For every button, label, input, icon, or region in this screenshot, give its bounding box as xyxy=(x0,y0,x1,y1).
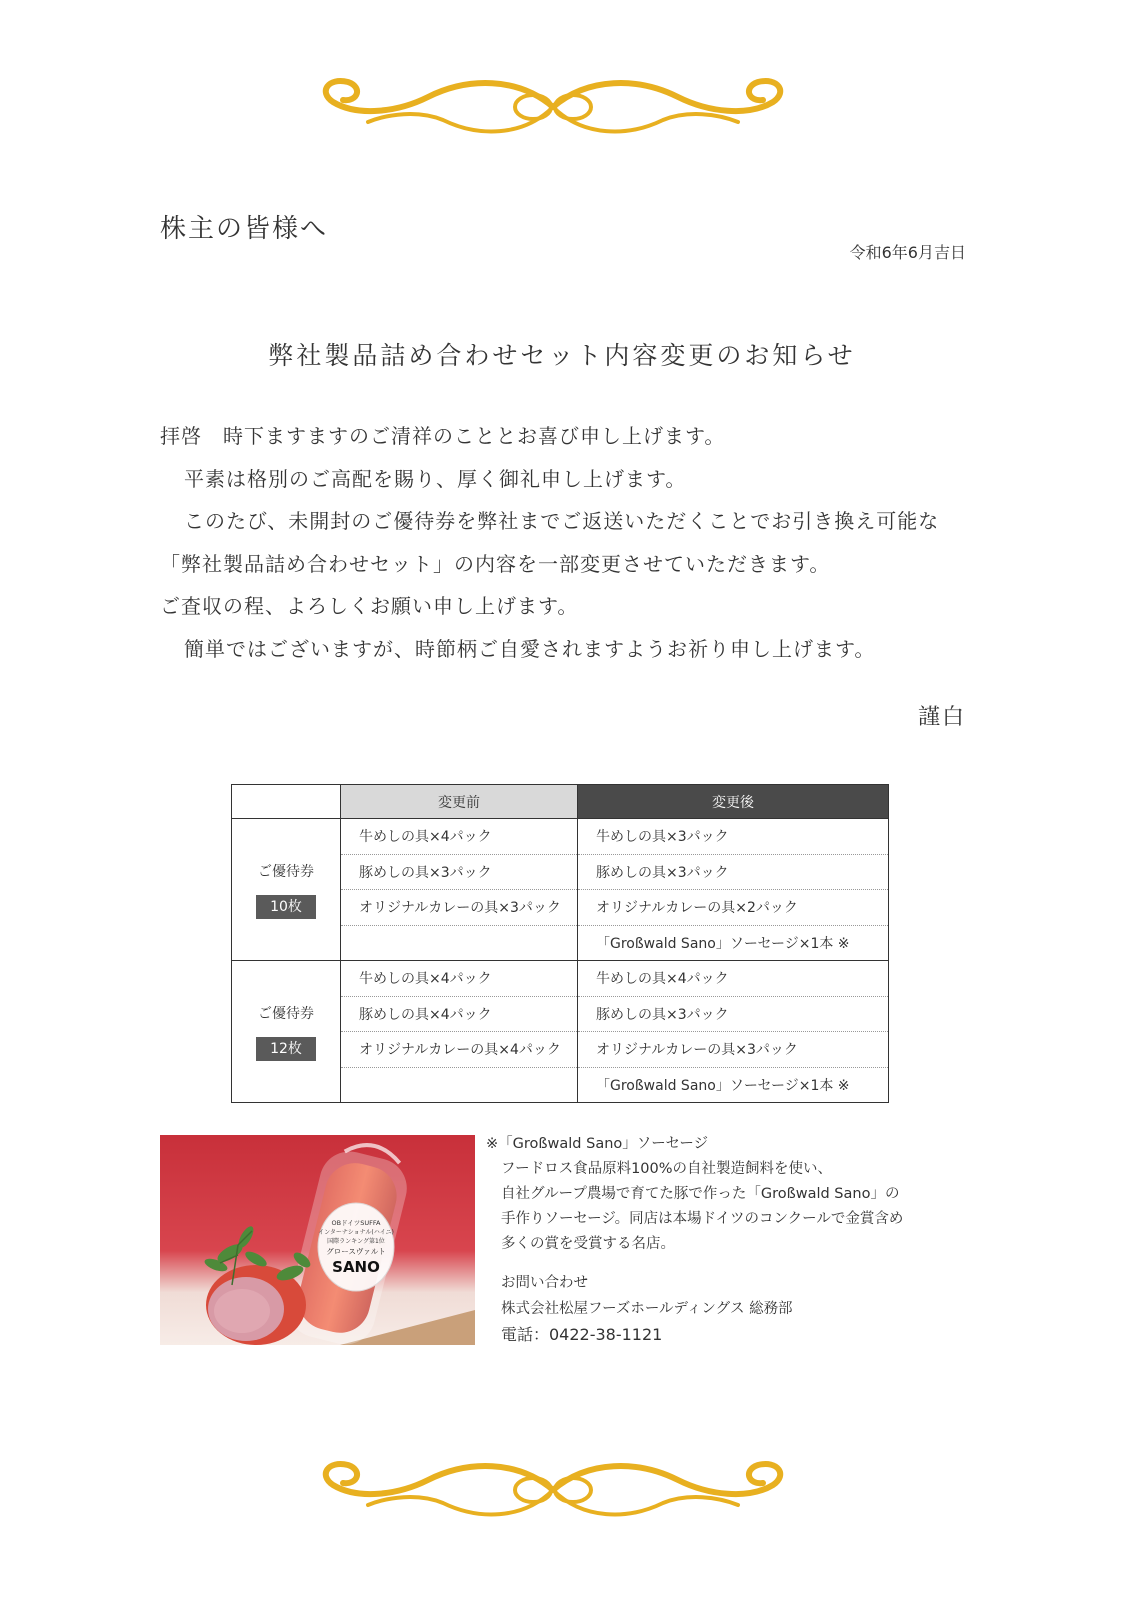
closing-word: 謹白 xyxy=(917,705,966,730)
set-contents-comparison-table xyxy=(231,784,889,1103)
body-line: 「弊社製品詰め合わせセット」の内容を一部変更させていただきます。 xyxy=(160,551,831,576)
contact-phone: 電話：0422-38-1121 xyxy=(501,1325,663,1344)
voucher-group-12 xyxy=(232,961,341,1103)
gold-flourish-ornament-bottom xyxy=(318,1455,788,1525)
after-item: 牛めしの具×4パック xyxy=(578,961,889,997)
note-line: 自社グループ農場で育てた豚で作った「Großwald Sano」の xyxy=(501,1186,900,1202)
before-item: 豚めしの具×4パック xyxy=(341,996,578,1032)
sausage-product-photo xyxy=(160,1135,475,1345)
table-row xyxy=(232,819,889,855)
after-item: 牛めしの具×3パック xyxy=(578,819,889,855)
after-item: 豚めしの具×3パック xyxy=(578,996,889,1032)
sausage-note xyxy=(486,1132,903,1257)
note-line: 手作りソーセージ。同店は本場ドイツのコンクールで金賞含め xyxy=(501,1211,904,1227)
header-after: 変更後 xyxy=(578,785,889,819)
voucher-label: ご優待券 xyxy=(258,863,314,880)
letter-body xyxy=(160,415,990,670)
header-before: 変更前 xyxy=(341,785,578,819)
notice-title: 弊社製品詰め合わせセット内容変更のお知らせ xyxy=(268,341,856,370)
body-line: ご査収の程、よろしくお願い申し上げます。 xyxy=(160,594,579,618)
note-line: フードロス食品原料100%の自社製造飼料を使い、 xyxy=(501,1161,833,1177)
before-item xyxy=(341,925,578,961)
after-item: 「Großwald Sano」ソーセージ×1本 ※ xyxy=(596,1077,850,1094)
label-line: インターナショナル(ハイニ) xyxy=(318,1229,394,1236)
label-line: OBドイツSUFFA xyxy=(331,1219,381,1227)
gold-flourish-ornament-top xyxy=(318,72,788,142)
label-line: グロースヴァルト xyxy=(326,1247,386,1256)
table-header-row xyxy=(232,785,889,819)
after-item: オリジナルカレーの具×3パック xyxy=(578,1032,889,1068)
before-item xyxy=(341,1067,578,1103)
note-heading: ※「Großwald Sano」ソーセージ xyxy=(486,1136,709,1152)
voucher-count-badge: 10枚 xyxy=(256,895,316,919)
after-item: 「Großwald Sano」ソーセージ×1本 ※ xyxy=(596,935,850,952)
table-row xyxy=(232,961,889,997)
issue-date: 令和6年6月吉日 xyxy=(849,243,966,262)
body-line: 平素は格別のご高配を賜り、厚く御礼申し上げます。 xyxy=(184,466,687,491)
voucher-label: ご優待券 xyxy=(258,1005,314,1022)
before-item: オリジナルカレーの具×3パック xyxy=(341,890,578,926)
table-corner-cell xyxy=(232,785,341,819)
label-line: 国際ランキング第1位 xyxy=(327,1238,385,1245)
before-item: 牛めしの具×4パック xyxy=(341,961,578,997)
before-item: オリジナルカレーの具×4パック xyxy=(341,1032,578,1068)
label-line: SANO xyxy=(332,1258,380,1276)
voucher-count-badge: 12枚 xyxy=(256,1037,316,1061)
contact-label: お問い合わせ xyxy=(501,1275,588,1291)
body-line: 拝啓 時下ますますのご清祥のこととお喜び申し上げます。 xyxy=(160,424,726,448)
contact-info xyxy=(501,1270,793,1348)
after-item: 豚めしの具×3パック xyxy=(578,854,889,890)
voucher-group-10 xyxy=(232,819,341,961)
after-item: オリジナルカレーの具×2パック xyxy=(578,890,889,926)
before-item: 牛めしの具×4パック xyxy=(341,819,578,855)
body-line: 簡単ではございますが、時節柄ご自愛されますようお祈り申し上げます。 xyxy=(184,636,876,661)
note-line: 多くの賞を受賞する名店。 xyxy=(501,1236,675,1252)
before-item: 豚めしの具×3パック xyxy=(341,854,578,890)
salutation: 株主の皆様へ xyxy=(160,214,329,244)
body-line: このたび、未開封のご優待券を弊社までご返送いただくことでお引き換え可能な xyxy=(184,509,940,533)
contact-company: 株式会社松屋フーズホールディングス 総務部 xyxy=(501,1301,793,1317)
